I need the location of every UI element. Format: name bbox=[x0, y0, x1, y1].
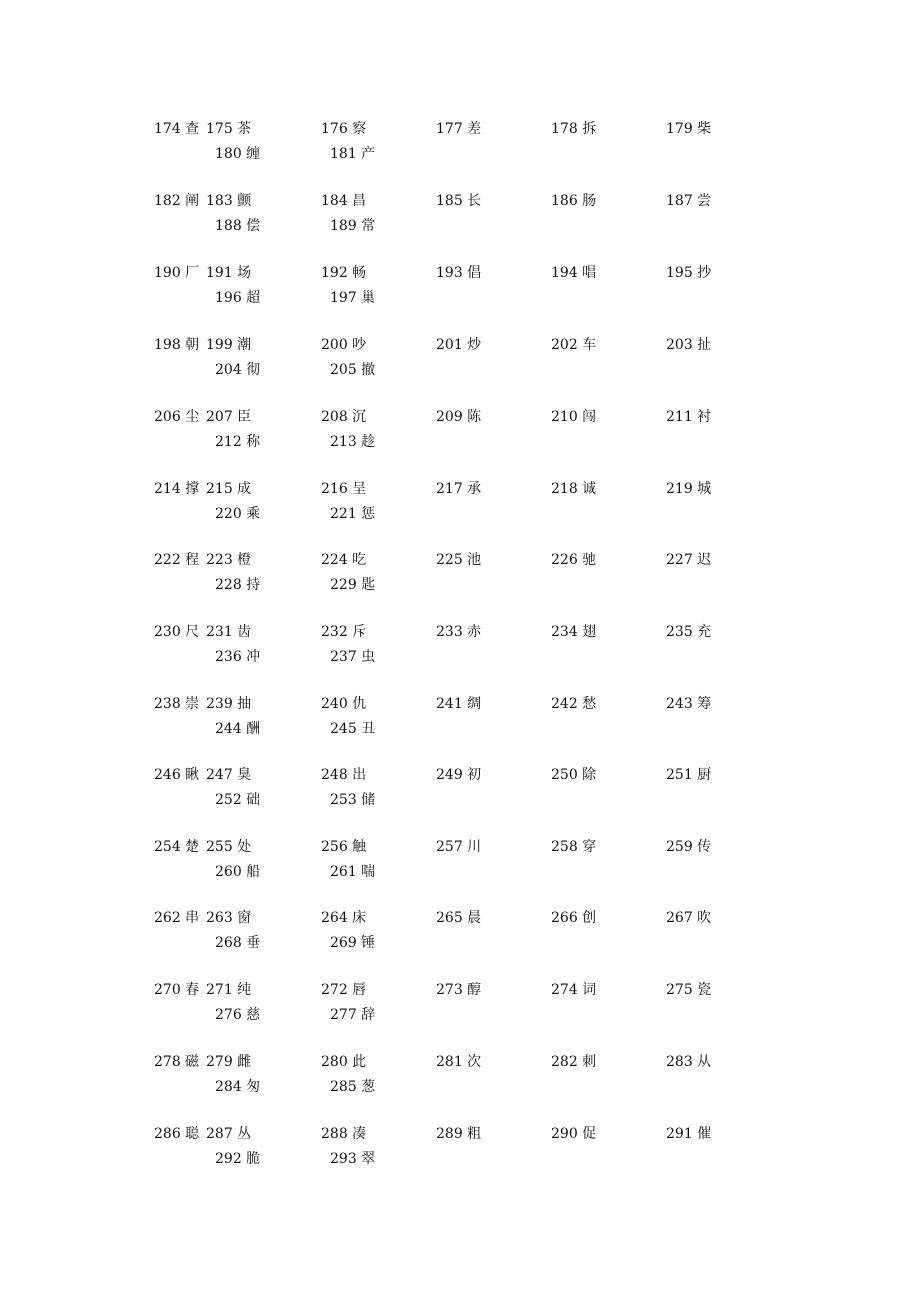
character-entry: 203 扯 bbox=[666, 337, 712, 353]
character-group bbox=[0, 408, 920, 468]
character-entry: 265 晨 bbox=[436, 910, 482, 926]
character-entry: 180 缠 bbox=[215, 146, 261, 162]
character-entry: 287 丛 bbox=[206, 1126, 252, 1142]
character-entry: 188 偿 bbox=[215, 218, 261, 234]
character-entry: 225 池 bbox=[436, 552, 482, 568]
character-entry: 253 储 bbox=[330, 792, 376, 808]
character-entry: 190 厂 bbox=[154, 265, 200, 281]
character-entry: 233 赤 bbox=[436, 624, 482, 640]
character-entry: 194 唱 bbox=[551, 265, 597, 281]
character-group bbox=[0, 695, 920, 755]
character-entry: 229 匙 bbox=[330, 577, 376, 593]
character-entry: 213 趁 bbox=[330, 434, 376, 450]
character-entry: 266 创 bbox=[551, 910, 597, 926]
character-entry: 240 仇 bbox=[321, 696, 367, 712]
character-entry: 224 吃 bbox=[321, 552, 367, 568]
character-entry: 273 醇 bbox=[436, 982, 482, 998]
character-entry: 191 场 bbox=[206, 265, 252, 281]
character-entry: 195 抄 bbox=[666, 265, 712, 281]
character-group bbox=[0, 1125, 920, 1185]
character-entry: 271 纯 bbox=[206, 982, 252, 998]
character-entry: 283 从 bbox=[666, 1054, 712, 1070]
character-entry: 262 串 bbox=[154, 910, 200, 926]
character-entry: 222 程 bbox=[154, 552, 200, 568]
character-entry: 223 橙 bbox=[206, 552, 252, 568]
character-entry: 205 撤 bbox=[330, 362, 376, 378]
character-entry: 258 穿 bbox=[551, 839, 597, 855]
character-group bbox=[0, 192, 920, 252]
character-entry: 206 尘 bbox=[154, 409, 200, 425]
character-entry: 186 肠 bbox=[551, 193, 597, 209]
character-entry: 210 闯 bbox=[551, 409, 597, 425]
character-group bbox=[0, 623, 920, 683]
character-entry: 277 辞 bbox=[330, 1007, 376, 1023]
character-entry: 281 次 bbox=[436, 1054, 482, 1070]
character-group bbox=[0, 1053, 920, 1113]
character-group bbox=[0, 981, 920, 1041]
character-entry: 254 楚 bbox=[154, 839, 200, 855]
character-group bbox=[0, 480, 920, 540]
character-entry: 201 炒 bbox=[436, 337, 482, 353]
character-entry: 238 崇 bbox=[154, 696, 200, 712]
character-entry: 187 尝 bbox=[666, 193, 712, 209]
character-entry: 185 长 bbox=[436, 193, 482, 209]
character-entry: 257 川 bbox=[436, 839, 482, 855]
character-entry: 193 倡 bbox=[436, 265, 482, 281]
character-group bbox=[0, 838, 920, 898]
character-entry: 230 尺 bbox=[154, 624, 200, 640]
character-entry: 264 床 bbox=[321, 910, 367, 926]
character-entry: 202 车 bbox=[551, 337, 597, 353]
character-entry: 237 虫 bbox=[330, 649, 376, 665]
character-entry: 282 刺 bbox=[551, 1054, 597, 1070]
character-entry: 268 垂 bbox=[215, 935, 261, 951]
character-entry: 252 础 bbox=[215, 792, 261, 808]
character-entry: 267 吹 bbox=[666, 910, 712, 926]
character-entry: 218 诚 bbox=[551, 481, 597, 497]
character-entry: 288 凑 bbox=[321, 1126, 367, 1142]
character-entry: 232 斥 bbox=[321, 624, 367, 640]
character-group bbox=[0, 766, 920, 826]
character-entry: 292 脆 bbox=[215, 1151, 261, 1167]
character-entry: 279 雌 bbox=[206, 1054, 252, 1070]
character-entry: 244 酬 bbox=[215, 721, 261, 737]
character-entry: 249 初 bbox=[436, 767, 482, 783]
character-entry: 290 促 bbox=[551, 1126, 597, 1142]
character-entry: 219 城 bbox=[666, 481, 712, 497]
character-entry: 280 此 bbox=[321, 1054, 367, 1070]
character-entry: 184 昌 bbox=[321, 193, 367, 209]
character-group bbox=[0, 551, 920, 611]
character-entry: 251 厨 bbox=[666, 767, 712, 783]
character-entry: 291 催 bbox=[666, 1126, 712, 1142]
character-entry: 235 充 bbox=[666, 624, 712, 640]
character-entry: 234 翅 bbox=[551, 624, 597, 640]
character-entry: 208 沉 bbox=[321, 409, 367, 425]
character-entry: 197 巢 bbox=[330, 290, 376, 306]
character-group bbox=[0, 120, 920, 180]
character-entry: 221 惩 bbox=[330, 506, 376, 522]
character-entry: 269 锤 bbox=[330, 935, 376, 951]
character-entry: 198 朝 bbox=[154, 337, 200, 353]
character-entry: 189 常 bbox=[330, 218, 376, 234]
character-entry: 239 抽 bbox=[206, 696, 252, 712]
character-entry: 179 柴 bbox=[666, 121, 712, 137]
character-entry: 286 聪 bbox=[154, 1126, 200, 1142]
character-entry: 204 彻 bbox=[215, 362, 261, 378]
character-entry: 274 词 bbox=[551, 982, 597, 998]
character-entry: 246 瞅 bbox=[154, 767, 200, 783]
character-entry: 263 窗 bbox=[206, 910, 252, 926]
character-group bbox=[0, 909, 920, 969]
character-entry: 242 愁 bbox=[551, 696, 597, 712]
character-entry: 200 吵 bbox=[321, 337, 367, 353]
character-entry: 248 出 bbox=[321, 767, 367, 783]
character-entry: 220 乘 bbox=[215, 506, 261, 522]
character-entry: 214 撑 bbox=[154, 481, 200, 497]
character-entry: 209 陈 bbox=[436, 409, 482, 425]
character-entry: 250 除 bbox=[551, 767, 597, 783]
character-entry: 278 磁 bbox=[154, 1054, 200, 1070]
character-entry: 216 呈 bbox=[321, 481, 367, 497]
character-entry: 176 察 bbox=[321, 121, 367, 137]
character-entry: 196 超 bbox=[215, 290, 261, 306]
character-entry: 227 迟 bbox=[666, 552, 712, 568]
character-entry: 215 成 bbox=[206, 481, 252, 497]
character-entry: 275 瓷 bbox=[666, 982, 712, 998]
character-entry: 174 查 bbox=[154, 121, 200, 137]
character-entry: 236 冲 bbox=[215, 649, 261, 665]
character-entry: 177 差 bbox=[436, 121, 482, 137]
character-entry: 261 喘 bbox=[330, 864, 376, 880]
character-entry: 285 葱 bbox=[330, 1079, 376, 1095]
character-entry: 211 衬 bbox=[666, 409, 712, 425]
character-entry: 284 匆 bbox=[215, 1079, 261, 1095]
character-entry: 241 绸 bbox=[436, 696, 482, 712]
character-entry: 276 慈 bbox=[215, 1007, 261, 1023]
character-entry: 178 拆 bbox=[551, 121, 597, 137]
character-group bbox=[0, 336, 920, 396]
character-entry: 256 触 bbox=[321, 839, 367, 855]
character-entry: 272 唇 bbox=[321, 982, 367, 998]
character-entry: 207 臣 bbox=[206, 409, 252, 425]
character-entry: 181 产 bbox=[330, 146, 376, 162]
character-entry: 270 春 bbox=[154, 982, 200, 998]
character-entry: 199 潮 bbox=[206, 337, 252, 353]
character-entry: 243 筹 bbox=[666, 696, 712, 712]
character-entry: 175 茶 bbox=[206, 121, 252, 137]
character-entry: 228 持 bbox=[215, 577, 261, 593]
character-entry: 260 船 bbox=[215, 864, 261, 880]
character-entry: 247 臭 bbox=[206, 767, 252, 783]
character-entry: 183 颤 bbox=[206, 193, 252, 209]
character-entry: 259 传 bbox=[666, 839, 712, 855]
character-entry: 192 畅 bbox=[321, 265, 367, 281]
character-entry: 231 齿 bbox=[206, 624, 252, 640]
character-entry: 212 称 bbox=[215, 434, 261, 450]
character-entry: 255 处 bbox=[206, 839, 252, 855]
character-entry: 217 承 bbox=[436, 481, 482, 497]
character-entry: 182 阐 bbox=[154, 193, 200, 209]
character-entry: 293 翠 bbox=[330, 1151, 376, 1167]
character-group bbox=[0, 264, 920, 324]
character-entry: 226 驰 bbox=[551, 552, 597, 568]
character-entry: 289 粗 bbox=[436, 1126, 482, 1142]
character-entry: 245 丑 bbox=[330, 721, 376, 737]
